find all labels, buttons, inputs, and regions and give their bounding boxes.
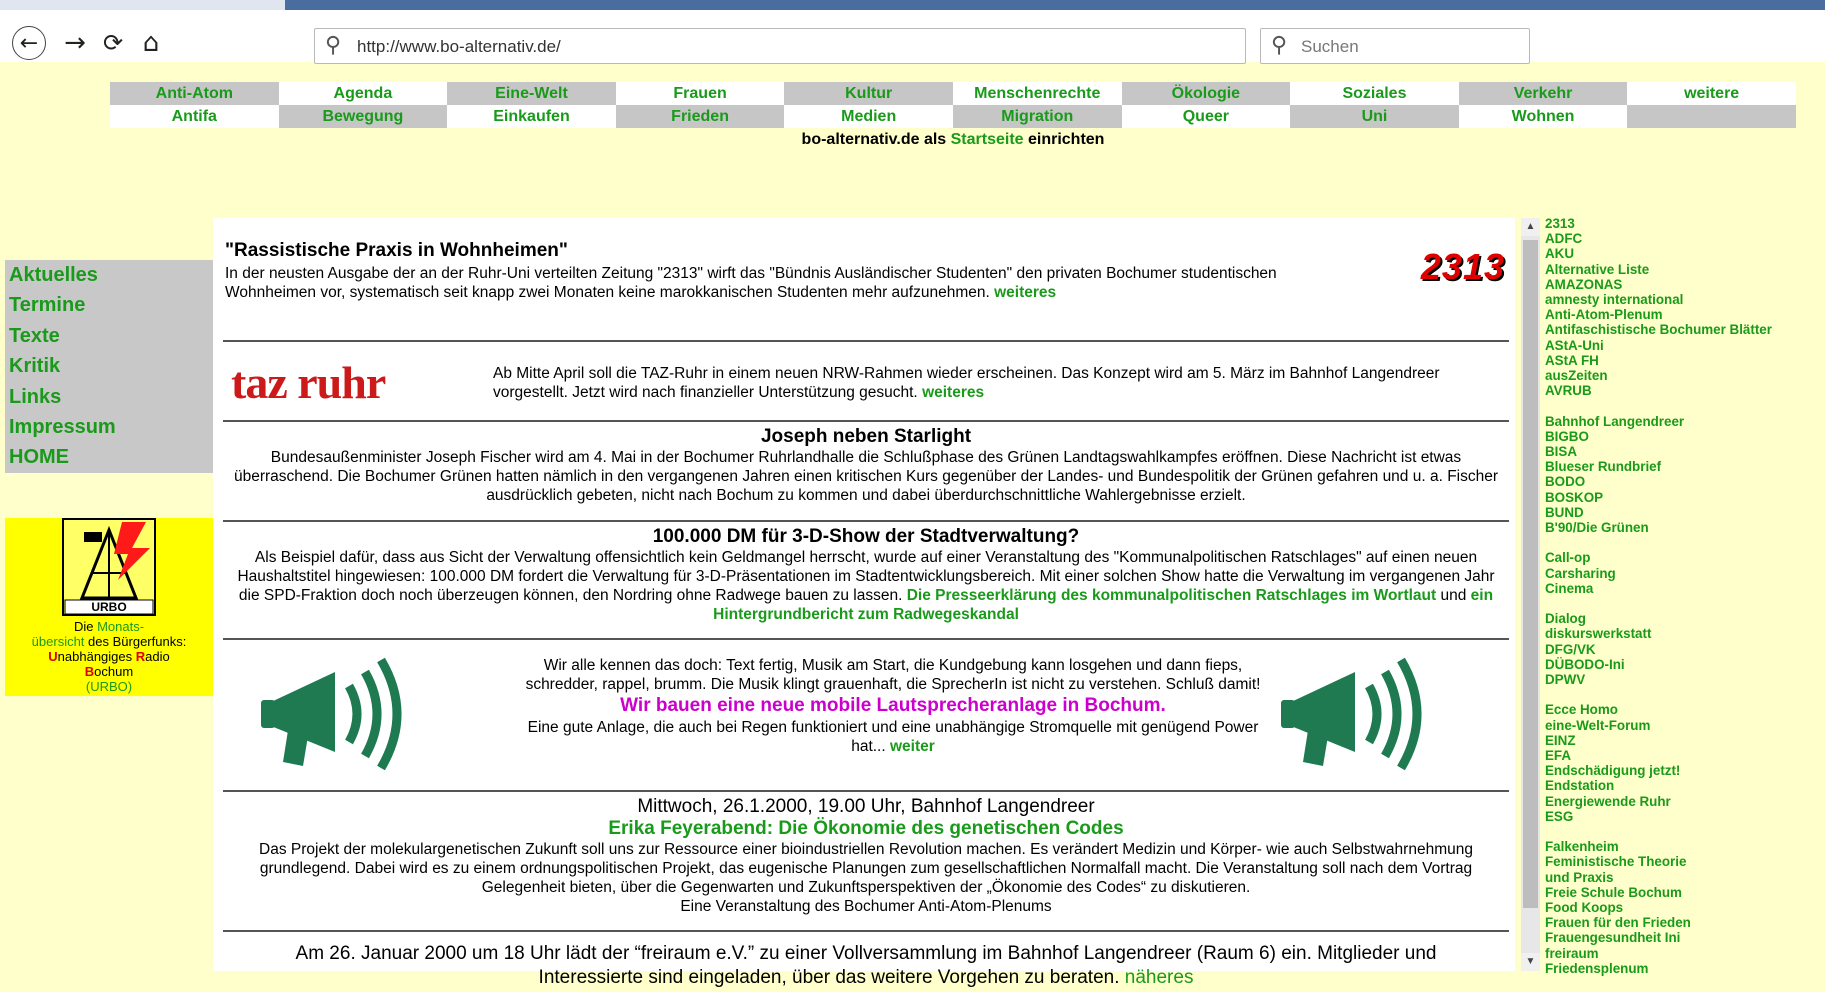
urbo-link[interactable]: übersicht bbox=[31, 634, 85, 649]
category-link[interactable]: Anti-Atom bbox=[110, 82, 279, 105]
scrollbar-thumb[interactable] bbox=[1523, 240, 1538, 908]
org-link[interactable]: EINZ bbox=[1545, 732, 1576, 748]
org-link[interactable]: BISA bbox=[1545, 444, 1577, 460]
event-date: Mittwoch, 26.1.2000, 19.00 Uhr, Bahnhof Langendreer bbox=[637, 796, 1095, 817]
urbo-link[interactable]: (URBO) bbox=[85, 679, 133, 694]
main-content bbox=[213, 218, 1515, 988]
urbo-line-3 bbox=[5, 649, 213, 664]
article-text-wrap bbox=[223, 942, 1509, 990]
category-row-1 bbox=[110, 82, 1796, 105]
url-text[interactable]: http://www.bo-alternativ.de/ bbox=[357, 37, 561, 56]
article-title: "Rassistische Praxis in Wohnheimen" bbox=[225, 240, 568, 261]
forward-icon[interactable]: → bbox=[64, 28, 86, 58]
article-title: 100.000 DM für 3-D-Show der Stadtverwaltung? bbox=[652, 526, 1080, 547]
category-link[interactable]: Kultur bbox=[784, 82, 953, 105]
org-link[interactable]: AStA-Uni bbox=[1545, 337, 1604, 353]
org-link[interactable]: Cinema bbox=[1545, 580, 1594, 596]
category-link[interactable]: Bewegung bbox=[279, 105, 448, 128]
org-link[interactable]: Bahnhof Langendreer bbox=[1545, 413, 1685, 429]
left-nav-item[interactable]: HOME bbox=[9, 446, 69, 469]
category-link[interactable]: Einkaufen bbox=[447, 105, 616, 128]
org-link[interactable]: Carsharing bbox=[1545, 565, 1616, 581]
org-link[interactable]: EFA bbox=[1545, 748, 1572, 764]
org-link[interactable]: ADFC bbox=[1545, 231, 1583, 247]
category-link[interactable]: Migration bbox=[953, 105, 1122, 128]
org-link[interactable]: AStA FH bbox=[1545, 352, 1599, 368]
category-link[interactable]: Menschenrechte bbox=[953, 82, 1122, 105]
org-link[interactable]: Anti-Atom-Plenum bbox=[1545, 307, 1663, 323]
link-group-gap bbox=[1545, 398, 1825, 413]
org-link[interactable]: Dialog bbox=[1545, 611, 1586, 627]
urbo-initial: U bbox=[48, 649, 58, 664]
left-nav-item[interactable]: Impressum bbox=[9, 415, 116, 438]
org-link[interactable]: DPWV bbox=[1545, 672, 1586, 688]
left-nav-item[interactable]: Termine bbox=[9, 294, 86, 317]
right-link-list bbox=[1545, 216, 1825, 976]
org-link[interactable]: diskurswerkstatt bbox=[1545, 626, 1652, 642]
category-link[interactable]: Antifa bbox=[110, 105, 279, 128]
urbo-line-5 bbox=[5, 679, 213, 694]
search-icon: ⚲ bbox=[1271, 33, 1288, 58]
search-placeholder: Suchen bbox=[1301, 37, 1359, 56]
org-link[interactable]: ESG bbox=[1545, 808, 1574, 824]
link-group-gap bbox=[1545, 535, 1825, 550]
urbo-text: adio bbox=[145, 649, 170, 664]
more-link[interactable]: weiteres bbox=[994, 284, 1057, 301]
category-link[interactable]: Soziales bbox=[1290, 82, 1459, 105]
home-icon[interactable]: ⌂ bbox=[142, 28, 160, 58]
article-text: Bundesaußenminister Joseph Fischer wird am 4. Mai in der Bochumer Ruhrlandhalle die Schlußphase des Grünen Landtagswahlkampfes eröffnen. Diese Nachricht ist etwas überraschend. Die Bochumer Grünen hatten nämlich in den vergangenen Jahren einen kritischen Kurs gegenüber der Landes- und Bundespolitik der Grünen gefahren und u. a. Fischer ausdrücklich gebeten, nicht nach Bochum zu kommen und dabei überdurchschnittliche Wahlergebnisse erzielt. bbox=[233, 449, 1499, 504]
urbo-link[interactable]: Monats- bbox=[97, 619, 145, 634]
article-title: Joseph neben Starlight bbox=[760, 426, 972, 447]
set-homepage-line bbox=[110, 131, 1796, 149]
megaphone-icon bbox=[1273, 654, 1433, 776]
category-link[interactable]: Queer bbox=[1122, 105, 1291, 128]
article-text-wrap bbox=[223, 548, 1509, 624]
left-nav-item[interactable]: Links bbox=[9, 385, 62, 408]
article-3d-show bbox=[223, 522, 1509, 640]
more-link[interactable]: näheres bbox=[1124, 967, 1194, 988]
back-icon[interactable]: ← bbox=[12, 26, 46, 60]
org-link[interactable]: und Praxis bbox=[1545, 869, 1614, 885]
tab-strip-active-area bbox=[285, 0, 1825, 10]
article-freiraum bbox=[223, 932, 1509, 992]
category-link[interactable]: Verkehr bbox=[1459, 82, 1628, 105]
org-link[interactable]: B'90/Die Grünen bbox=[1545, 520, 1649, 536]
megaphone-text-block bbox=[523, 656, 1263, 756]
category-link[interactable]: Uni bbox=[1290, 105, 1459, 128]
article-text: Wir alle kennen das doch: Text fertig, Musik am Start, die Kundgebung kann losgehen und dann fieps, schredder, rappel, brumm. Die Musik klingt grauenhaft, die SprecherIn ist nicht zu verstehen. Schluß damit! bbox=[525, 657, 1261, 693]
2313-logo[interactable]: 2313 bbox=[1420, 246, 1505, 287]
org-link[interactable]: amnesty international bbox=[1545, 292, 1684, 308]
article-text-wrap bbox=[523, 718, 1263, 756]
urbo-initial: B bbox=[84, 664, 95, 679]
article-text-wrap bbox=[493, 364, 1503, 402]
urbo-line-2 bbox=[5, 634, 213, 649]
more-link[interactable]: weiter bbox=[889, 738, 935, 755]
scroll-down-icon[interactable]: ▼ bbox=[1521, 953, 1540, 971]
left-nav-item[interactable]: Kritik bbox=[9, 355, 61, 378]
search-icon: ⚲ bbox=[325, 33, 342, 58]
press-release-link[interactable]: Die Presseerklärung des kommunalpolitischen Ratschlages im Wortlaut bbox=[906, 587, 1437, 604]
org-link[interactable]: Energiewende Ruhr bbox=[1545, 793, 1671, 809]
svg-text:URBO: URBO bbox=[91, 600, 127, 614]
org-link[interactable]: Feministische Theorie bbox=[1545, 854, 1687, 870]
category-link[interactable]: Ökologie bbox=[1122, 82, 1291, 105]
category-link[interactable]: Wohnen bbox=[1459, 105, 1628, 128]
category-link[interactable]: Medien bbox=[784, 105, 953, 128]
org-link[interactable]: Blueser Rundbrief bbox=[1545, 459, 1662, 475]
category-link[interactable]: Frieden bbox=[616, 105, 785, 128]
urbo-box bbox=[5, 518, 213, 696]
browser-toolbar bbox=[0, 10, 1825, 62]
urbo-text: ochum bbox=[94, 664, 134, 679]
org-link[interactable]: BUND bbox=[1545, 504, 1584, 520]
left-nav bbox=[5, 260, 213, 473]
article-feyerabend bbox=[223, 792, 1509, 932]
article-2313 bbox=[223, 240, 1509, 342]
org-link[interactable]: Frauengesundheit Ini bbox=[1545, 930, 1681, 946]
org-link[interactable]: ausZeiten bbox=[1545, 368, 1608, 384]
urbo-logo[interactable] bbox=[62, 518, 156, 616]
org-link[interactable]: Freie Schule Bochum bbox=[1545, 884, 1682, 900]
article-text: In der neusten Ausgabe der an der Ruhr-Uni verteilten Zeitung "2313" wirft das "Bündnis Ausländischer Studenten" den privaten Bochumer studentischen Wohnheimen vor, systematisch seit knapp zwei Monaten keine marokkanischen Studenten mehr aufzunehmen. bbox=[225, 265, 1277, 301]
org-link[interactable]: AMAZONAS bbox=[1545, 276, 1623, 292]
event-title-link[interactable]: Erika Feyerabend: Die Ökonomie des genetischen Codes bbox=[608, 818, 1124, 839]
org-link[interactable]: BIGBO bbox=[1545, 428, 1589, 444]
org-link[interactable]: Antifaschistische Bochumer Blätter bbox=[1545, 322, 1772, 338]
category-empty-cell bbox=[1627, 105, 1796, 128]
org-link[interactable]: freiraum bbox=[1545, 945, 1599, 961]
org-link[interactable]: Call-op bbox=[1545, 550, 1591, 566]
org-link[interactable]: DÜBODO-Ini bbox=[1545, 656, 1625, 672]
category-link[interactable]: Agenda bbox=[279, 82, 448, 105]
article-text: Ab Mitte April soll die TAZ-Ruhr in einem neuen NRW-Rahmen wieder erscheinen. Das Konzept wird am 5. März im Bahnhof Langendreer vorgestellt. Jetzt wird nach finanzieller Unterstützung gesucht. bbox=[493, 365, 1440, 401]
urbo-line-1 bbox=[5, 619, 213, 634]
category-link[interactable]: weitere bbox=[1627, 82, 1796, 105]
org-link[interactable]: Falkenheim bbox=[1545, 839, 1619, 855]
taz-ruhr-logo[interactable]: taz ruhr bbox=[231, 357, 386, 408]
article-taz-ruhr bbox=[223, 342, 1509, 422]
org-link[interactable]: Friedensplenum bbox=[1545, 960, 1649, 976]
category-link[interactable]: Frauen bbox=[616, 82, 785, 105]
main-scrollbar[interactable] bbox=[1521, 218, 1540, 971]
org-link[interactable]: Alternative Liste bbox=[1545, 261, 1650, 277]
article-fischer bbox=[223, 422, 1509, 522]
org-link[interactable]: 2313 bbox=[1545, 216, 1575, 231]
article-text-wrap bbox=[225, 264, 1355, 302]
more-link[interactable]: weiteres bbox=[922, 384, 985, 401]
left-nav-item[interactable]: Texte bbox=[9, 324, 60, 347]
article-megaphone bbox=[223, 640, 1509, 792]
urbo-initial: R bbox=[135, 649, 146, 664]
browser-tab-strip bbox=[0, 0, 1825, 10]
org-link[interactable]: eine-Welt-Forum bbox=[1545, 717, 1651, 733]
org-link[interactable]: Food Koops bbox=[1545, 900, 1624, 916]
link-group-gap bbox=[1545, 824, 1825, 839]
category-row-2 bbox=[110, 105, 1796, 128]
set-homepage-prefix: bo-alternativ.de als bbox=[801, 131, 951, 148]
article-text: Am 26. Januar 2000 um 18 Uhr lädt der “freiraum e.V.” zu einer Vollversammlung im Bahnhof Langendreer (Raum 6) ein. Mitglieder und Interessierte sind eingeladen, über das weitere Vorgehen zu beraten. bbox=[295, 943, 1437, 988]
org-link[interactable]: AVRUB bbox=[1545, 383, 1592, 399]
search-input[interactable] bbox=[1260, 28, 1530, 64]
event-organizer: Eine Veranstaltung des Bochumer Anti-Atom-Plenums bbox=[680, 898, 1052, 915]
reload-icon[interactable]: ⟳ bbox=[102, 29, 124, 57]
category-link[interactable]: Eine-Welt bbox=[447, 82, 616, 105]
org-link[interactable]: Frauen für den Frieden bbox=[1545, 915, 1691, 931]
megaphone-icon bbox=[253, 654, 413, 776]
article-text: und bbox=[1436, 587, 1471, 604]
link-group-gap bbox=[1545, 596, 1825, 611]
org-link[interactable]: Endschädigung jetzt! bbox=[1545, 763, 1681, 779]
urbo-line-4 bbox=[5, 664, 213, 679]
urbo-text: nabhängiges bbox=[57, 649, 136, 664]
category-nav bbox=[110, 82, 1796, 128]
org-link[interactable]: Ecce Homo bbox=[1545, 702, 1618, 718]
set-homepage-link[interactable]: Startseite bbox=[950, 131, 1024, 148]
urbo-text: Die bbox=[73, 619, 98, 634]
org-link[interactable]: DFG/VK bbox=[1545, 641, 1596, 657]
org-link[interactable]: AKU bbox=[1545, 246, 1575, 262]
article-text: Das Projekt der molekulargenetischen Zukunft soll uns zur Ressource einer bioindustriellen Revolution machen. Es verändert Medizin und Körper- wie auch Selbstwahrnehmung grundlegend. Dabei wird es zu einem ordnungspolitischen Projekt, das eugenische Planungen zum gesellschaftlichen Normalfall macht. Die Veranstaltung soll nach dem Vortrag Gelegenheit bieten, über die Gegenwarten und Zukunftsperspektiven der „Ökonomie des Codes“ zu diskutieren. bbox=[259, 841, 1473, 896]
address-bar[interactable] bbox=[314, 28, 1246, 64]
urbo-text: des Bürgerfunks: bbox=[84, 634, 187, 649]
article-text: Eine gute Anlage, die auch bei Regen funktioniert und eine unabhängige Stromquelle mit genügend Power hat... bbox=[527, 719, 1259, 755]
set-homepage-suffix: einrichten bbox=[1023, 131, 1105, 148]
org-link[interactable]: BODO bbox=[1545, 474, 1586, 490]
org-link[interactable]: Endstation bbox=[1545, 778, 1615, 794]
org-link[interactable]: BOSKOP bbox=[1545, 489, 1604, 505]
scroll-up-icon[interactable]: ▲ bbox=[1521, 218, 1540, 236]
left-nav-item[interactable]: Aktuelles bbox=[9, 264, 98, 286]
megaphone-headline: Wir bauen eine neue mobile Lautsprecheranlage in Bochum. bbox=[620, 695, 1166, 716]
link-group-gap bbox=[1545, 687, 1825, 702]
background-report-link[interactable]: ein Hintergrundbericht zum Radwegeskandal bbox=[713, 587, 1494, 623]
article-text: Als Beispiel dafür, dass aus Sicht der Verwaltung offensichtlich kein Geldmangel herrscht, wurde auf einer Veranstaltung des "Kommunalpolitischen Ratschlages" auf einen neuen Haushaltstitel hingewiesen: 100.000 DM fordert die Verwaltung für 3-D-Präsentationen im Stadtentwicklungsbereich. Mit einer solchen Show hatte die Verwaltung im vergangenen Jahr die SPD-Fraktion doch noch überzeugen können, den Nordring ohne Radwege bauen zu lassen. bbox=[237, 549, 1495, 604]
